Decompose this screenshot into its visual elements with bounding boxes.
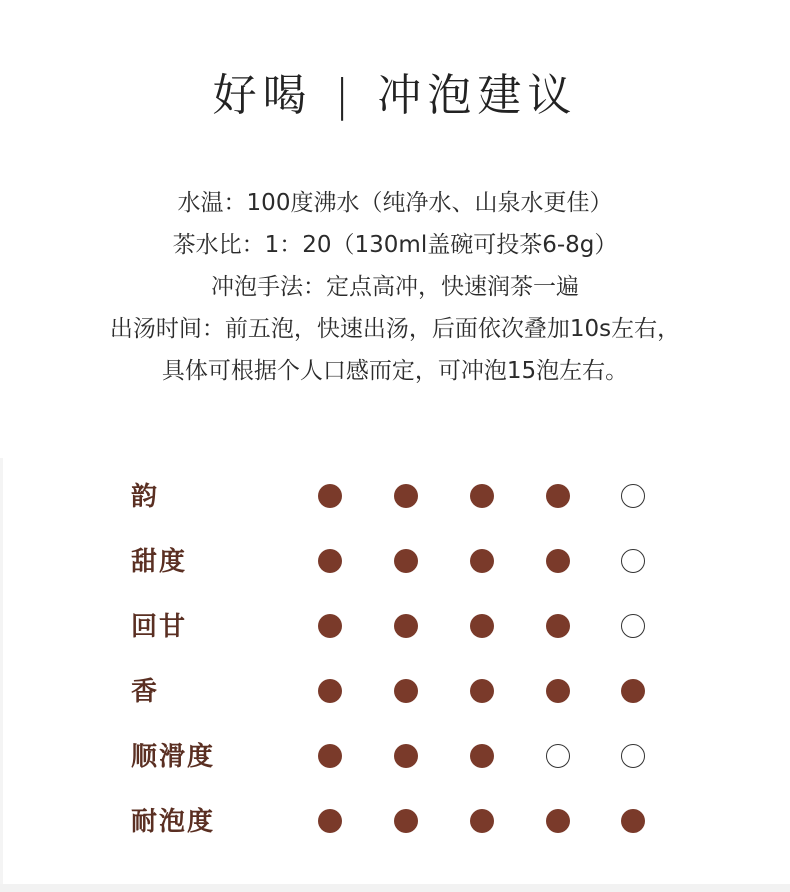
filled-dot-icon: [470, 744, 494, 768]
note-brew-method: 冲泡手法：定点高冲，快速润茶一遍: [211, 274, 579, 300]
filled-dot-icon: [621, 679, 645, 703]
filled-dot-icon: [394, 614, 418, 638]
filled-dot-icon: [394, 549, 418, 573]
rating-label: 香: [131, 677, 160, 707]
filled-dot-icon: [470, 484, 494, 508]
filled-dot-icon: [394, 809, 418, 833]
title-right: 冲泡建议: [377, 70, 578, 121]
filled-dot-icon: [470, 614, 494, 638]
note-steep-count: 具体可根据个人口感而定，可冲泡15泡左右。: [161, 358, 629, 384]
rating-row: [0, 462, 790, 527]
rating-row: [0, 592, 790, 657]
rating-label: 回甘: [131, 612, 188, 642]
rating-label: 韵: [131, 482, 160, 512]
filled-dot-icon: [546, 614, 570, 638]
filled-dot-icon: [318, 744, 342, 768]
filled-dot-icon: [318, 809, 342, 833]
filled-dot-icon: [394, 484, 418, 508]
title-separator: |: [334, 70, 356, 121]
filled-dot-icon: [470, 809, 494, 833]
filled-dot-icon: [394, 744, 418, 768]
page-title: [0, 66, 790, 126]
filled-dot-icon: [546, 484, 570, 508]
filled-dot-icon: [318, 679, 342, 703]
rating-label: 甜度: [131, 547, 188, 577]
filled-dot-icon: [470, 549, 494, 573]
rating-row: [0, 527, 790, 592]
rating-row: [0, 657, 790, 722]
filled-dot-icon: [621, 809, 645, 833]
rating-row: [0, 722, 790, 787]
empty-dot-icon: [621, 614, 645, 638]
brewing-notes: [0, 182, 790, 392]
rating-table: [0, 462, 790, 852]
note-tea-ratio: 茶水比：1：20（130ml盖碗可投茶6-8g）: [172, 232, 618, 258]
title-left: 好喝: [212, 70, 313, 121]
filled-dot-icon: [318, 549, 342, 573]
empty-dot-icon: [621, 549, 645, 573]
filled-dot-icon: [394, 679, 418, 703]
note-steep-time: 出汤时间：前五泡，快速出汤，后面依次叠加10s左右，: [109, 316, 681, 342]
rating-label: 耐泡度: [131, 807, 216, 837]
filled-dot-icon: [470, 679, 494, 703]
note-water-temp: 水温：100度沸水（纯净水、山泉水更佳）: [177, 190, 613, 216]
empty-dot-icon: [621, 744, 645, 768]
filled-dot-icon: [318, 484, 342, 508]
filled-dot-icon: [546, 809, 570, 833]
empty-dot-icon: [621, 484, 645, 508]
empty-dot-icon: [546, 744, 570, 768]
filled-dot-icon: [318, 614, 342, 638]
rating-row: [0, 787, 790, 852]
filled-dot-icon: [546, 549, 570, 573]
filled-dot-icon: [546, 679, 570, 703]
bottom-divider: [0, 884, 790, 892]
rating-label: 顺滑度: [131, 742, 216, 772]
